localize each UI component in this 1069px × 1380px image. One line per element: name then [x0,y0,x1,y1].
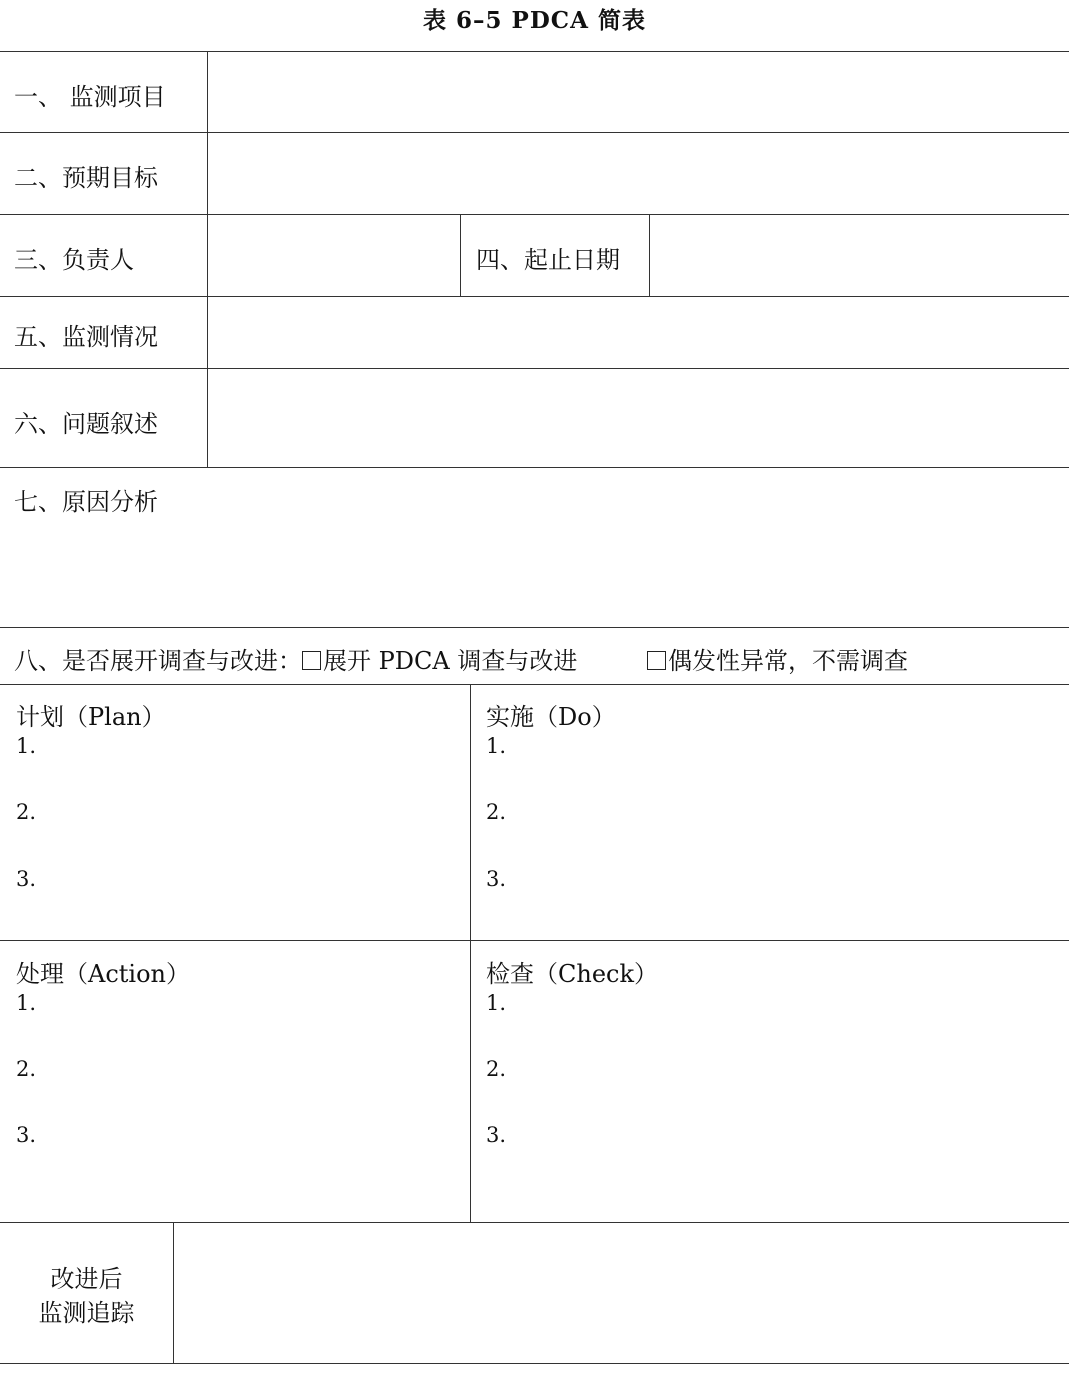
plan-item-2: 2. [16,800,37,824]
plan-item-1: 1. [16,734,37,758]
label-period: 四、起止日期 [476,246,620,274]
decision-option-2 [647,641,908,676]
label-monitor-item: 一、 监测项目 [14,83,166,111]
action-item-2: 2. [16,1057,37,1081]
decision-label: 八、是否展开调查与改进： [14,647,302,675]
row-divider [0,627,1069,628]
row-divider [0,684,1069,685]
label-monitor-status: 五、监测情况 [14,323,158,351]
checkbox-investigate[interactable] [302,651,321,670]
checkbox-occasional[interactable] [647,651,666,670]
label-expected-target: 二、预期目标 [14,164,158,192]
do-item-2: 2. [486,800,507,824]
action-item-3: 3. [16,1123,37,1147]
followup-label-line2: 监测追踪 [38,1299,135,1327]
do-title: 实施（Do） [486,703,616,731]
followup-label [0,1262,173,1330]
action-title: 处理（Action） [16,960,190,988]
cause-analysis-field[interactable] [0,520,1069,627]
plan-title: 计划（Plan） [16,703,166,731]
expected-target-field[interactable] [208,133,1069,214]
plan-item-3: 3. [16,867,37,891]
table-border-bottom [0,1363,1069,1364]
row-divider [0,940,1069,941]
check-item-3: 3. [486,1123,507,1147]
option-occasional-label: 偶发性异常，不需调查 [668,647,908,675]
monitor-item-field[interactable] [208,52,1069,132]
period-field[interactable] [650,215,1069,296]
row-divider [0,467,1069,468]
label-cause-analysis: 七、原因分析 [14,488,158,516]
check-title: 检查（Check） [486,960,659,988]
option-investigate-label: 展开 PDCA 调查与改进 [323,647,578,675]
check-item-1: 1. [486,991,507,1015]
column-divider [460,214,461,297]
check-item-2: 2. [486,1057,507,1081]
followup-label-line1: 改进后 [50,1265,123,1293]
problem-field[interactable] [208,369,1069,467]
page-title: 表 6–5 PDCA 简表 [423,7,646,34]
quadrant-divider [470,684,471,1223]
label-owner: 三、负责人 [14,246,134,274]
action-item-1: 1. [16,991,37,1015]
do-item-1: 1. [486,734,507,758]
followup-field[interactable] [174,1223,1069,1363]
label-problem: 六、问题叙述 [14,410,158,438]
monitor-status-field[interactable] [208,297,1069,368]
decision-row [14,641,577,676]
do-item-3: 3. [486,867,507,891]
owner-field[interactable] [208,215,460,296]
